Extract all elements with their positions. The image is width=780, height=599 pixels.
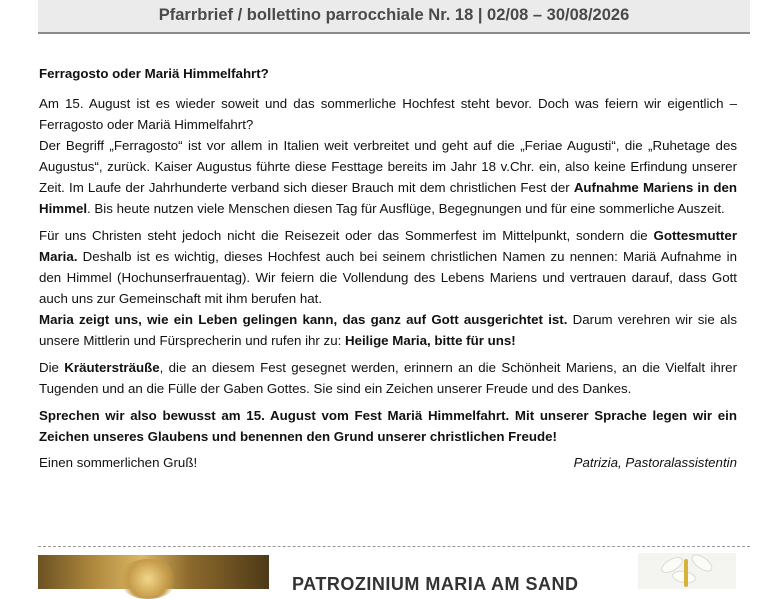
signature: Patrizia, Pastoralassistentin [573, 455, 737, 470]
greeting: Einen sommerlichen Gruß! [39, 455, 198, 470]
paragraph-ferragosto: Der Begriff „Ferragosto“ ist vor allem in Italien weit verbreitet und geht auf die „Feriae Augusti“, die „Ruhetage des Augustus“, zurück. Kaiser Augustus führte diese Festtage bereits im Jahr 18 v.Chr. ein, also keine Erfindung unserer Zeit. Im Laufe der Jahrhunderte verband sich dieser Brauch mit dem christlichen Fest der Aufnahme Mariens in den Himmel. Bis heute nutzen viele Menschen diesen Tag für Ausflüge, Begegnungen und für eine sommerliche Auszeit. [39, 138, 737, 216]
next-section-title: PATROZINIUM MARIA AM SAND [292, 574, 579, 594]
paragraph-intro: Am 15. August ist es wieder soweit und das sommerliche Hochfest steht bevor. Doch was feiern wir eigentlich – Ferragosto oder Mariä Himmelfahrt? [39, 96, 737, 132]
paragraph-call-to-action: Sprechen wir also bewusst am 15. August vom Fest Mariä Himmelfahrt. Mit unserer Sprache legen wir ein Zeichen unseres Glaubens und benennen den Grund unserer christlichen Freude! [39, 408, 737, 444]
emphasis-prayer: Heilige Maria, bitte für uns! [344, 333, 516, 348]
lily-photo [638, 553, 736, 589]
altar-halo-detail [118, 559, 178, 599]
closing-line [39, 452, 737, 473]
paragraph-mother-of-god: Für uns Christen steht jedoch nicht die Reisezeit oder das Sommerfest im Mittelpunkt, sondern die Gottesmutter Maria. Deshalb ist es wichtig, dieses Hochfest auch bei seinem christlichen Namen zu nennen: Mariä Aufnahme in den Himmel (Hochunserfrauentag). Wir feiern die Vollendung des Lebens Mariens und vertrauen darauf, dass Gott auch uns zur Gemeinschaft mit ihm berufen hat. [39, 228, 737, 306]
altar-photo [38, 555, 269, 589]
section-divider [38, 546, 750, 547]
paragraph-herbs: Die Kräutersträuße, die an diesem Fest gesegnet werden, erinnern an die Schönheit Mariens, an die Vielfalt ihrer Tugenden und an die Fülle der Gaben Gottes. Sie sind ein Zeichen unserer Freude und des Dankes. [39, 360, 737, 396]
newsletter-issue-title: Pfarrbrief / bollettino parrocchiale Nr. 18 | 02/08 – 30/08/2026 [158, 6, 630, 24]
emphasis-maria-shows: Maria zeigt uns, wie ein Leben gelingen kann, das ganz auf Gott ausgerichtet ist. [39, 312, 568, 327]
paragraph-maria-shows: Maria zeigt uns, wie ein Leben gelingen kann, das ganz auf Gott ausgerichtet ist. Darum verehren wir sie als unsere Mittlerin und Fürsprecherin und rufen ihr zu: Heilige Maria, bitte für uns! [39, 312, 737, 348]
emphasis-herbs: Kräutersträuße [64, 360, 160, 375]
article-title: Ferragosto oder Mariä Himmelfahrt? [39, 66, 269, 81]
emphasis-mother-of-god: Gottesmutter Maria. [39, 228, 737, 264]
emphasis-assumption: Aufnahme Mariens in den Himmel [39, 180, 737, 216]
article [39, 63, 737, 473]
lily-stamen [684, 559, 688, 587]
newsletter-header [38, 0, 750, 34]
lily-petal [689, 553, 716, 575]
